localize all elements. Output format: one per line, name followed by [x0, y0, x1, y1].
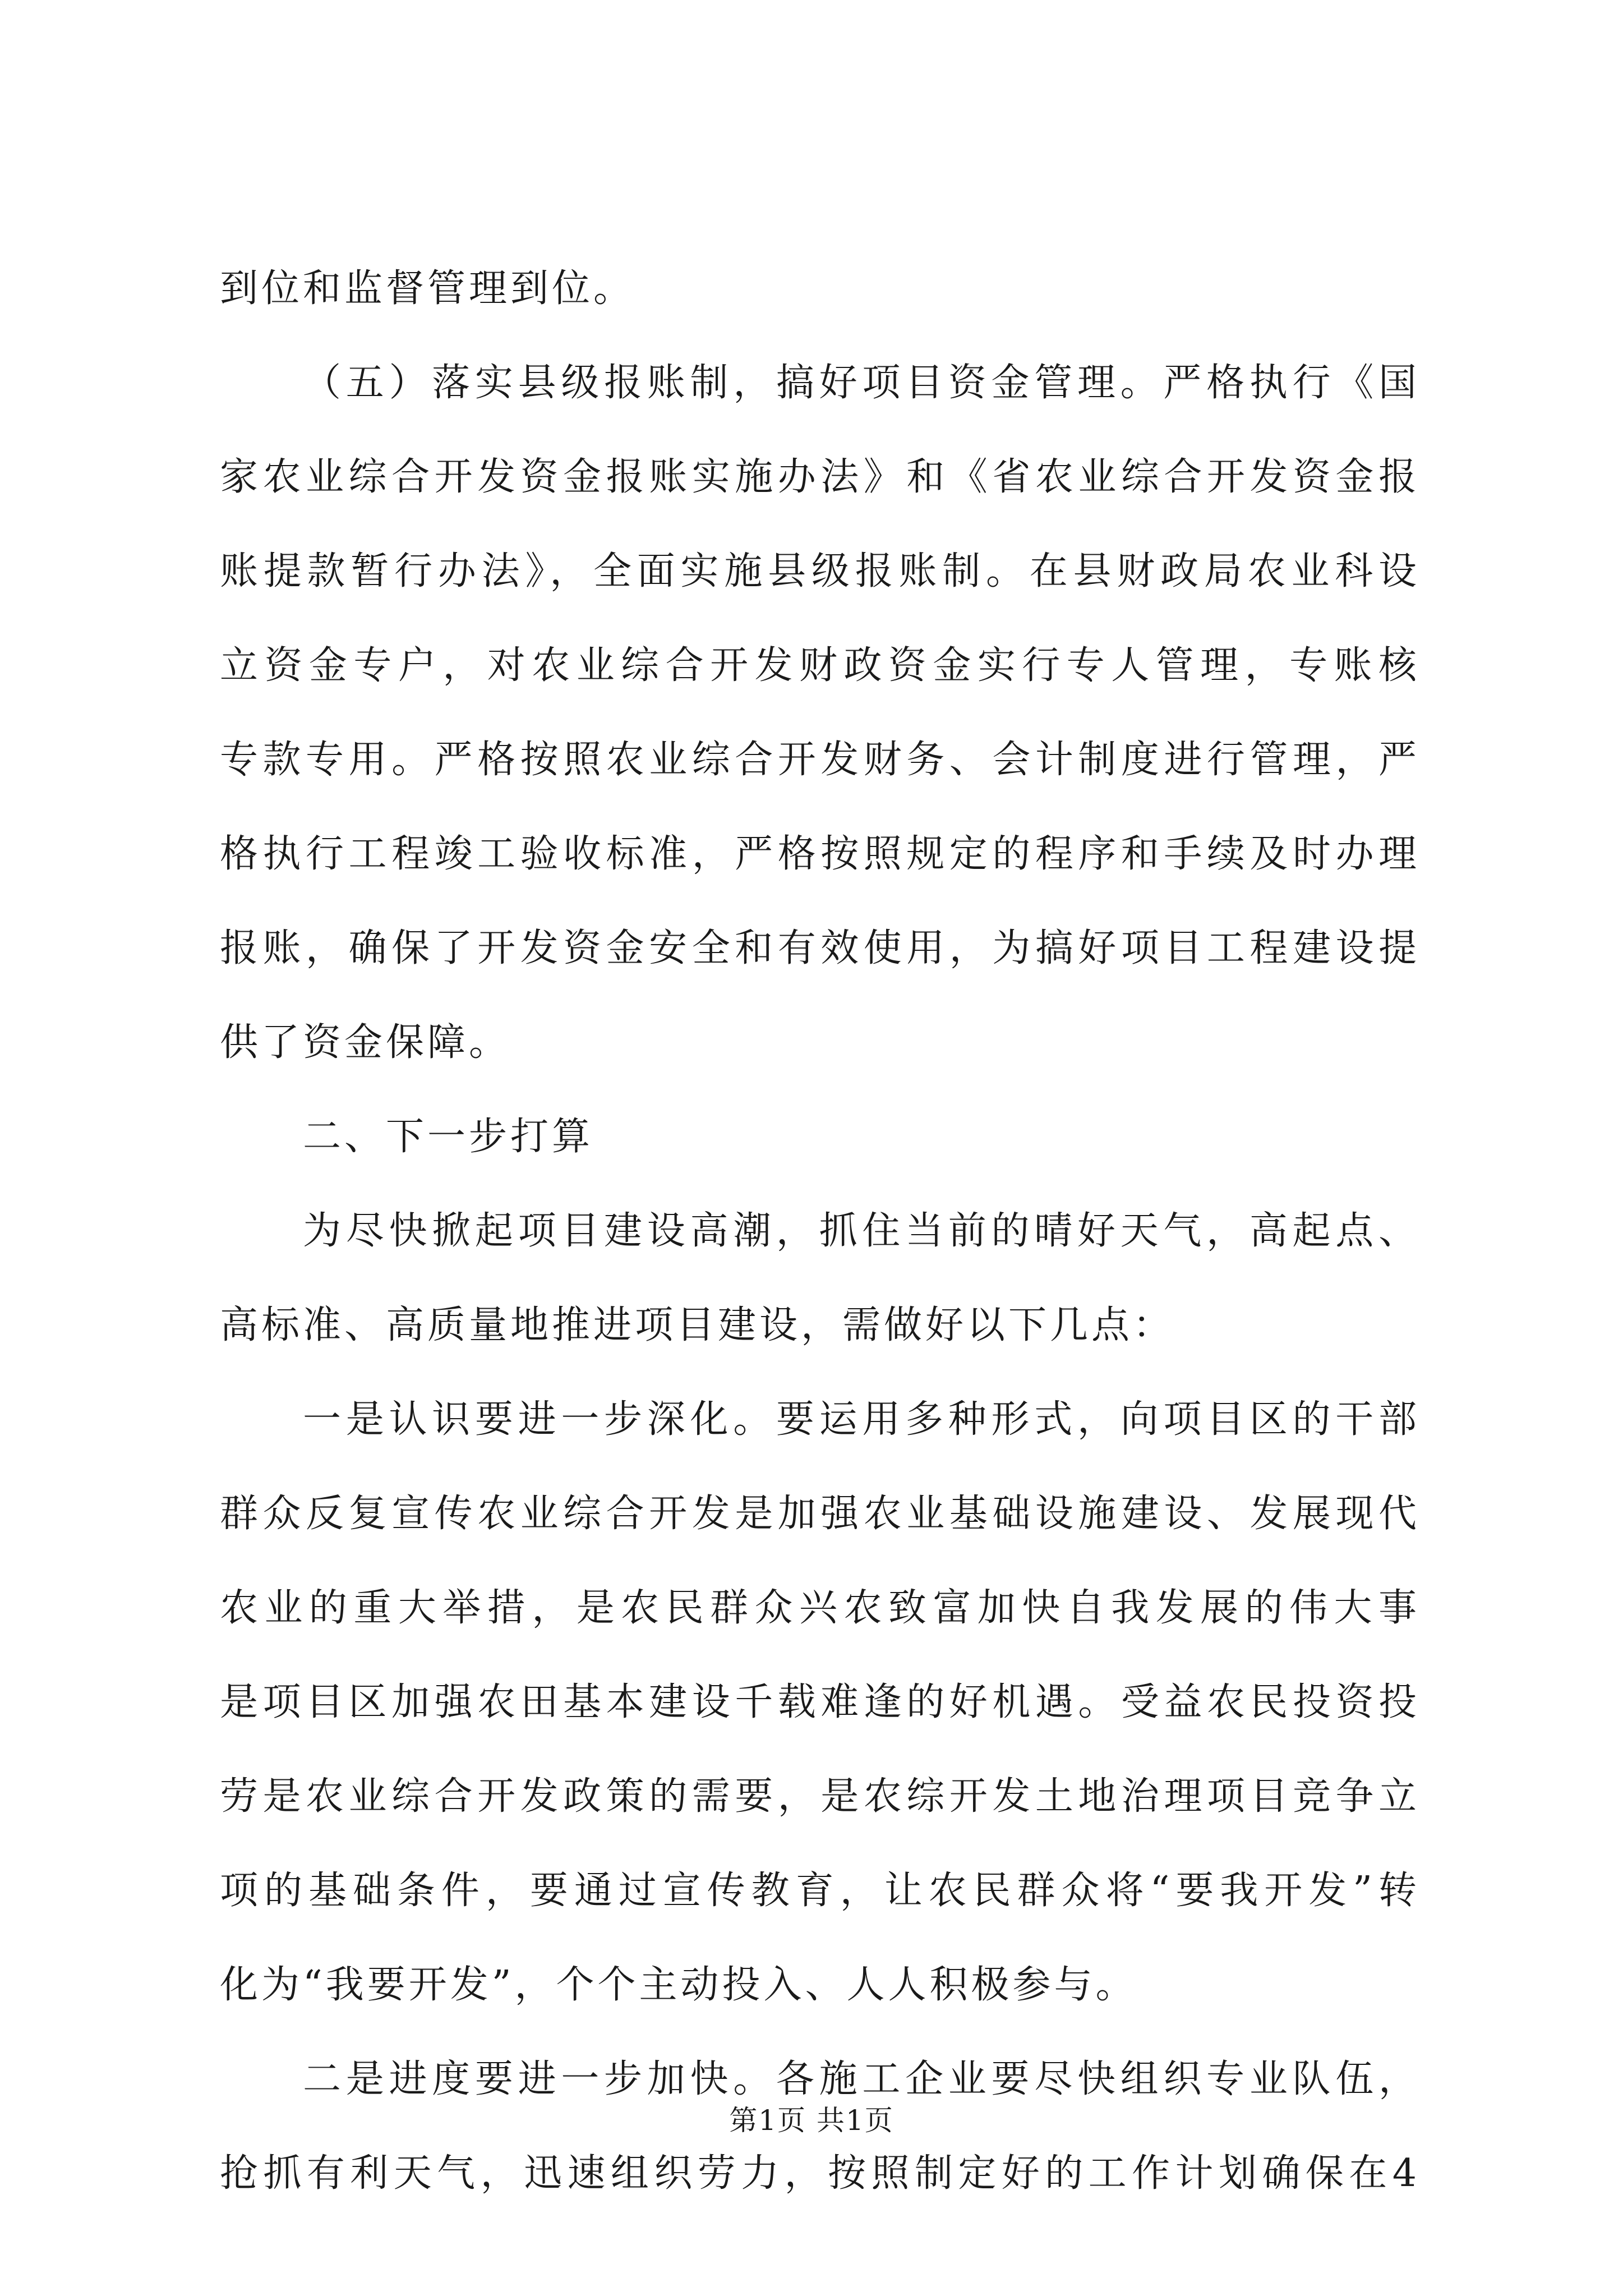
- text-line: 为尽快掀起项目建设高潮，抓住当前的晴好天气，高起点、: [303, 1209, 1420, 1253]
- text-line: （五）落实县级报账制，搞好项目资金管理。严格执行《国: [303, 361, 1420, 405]
- text-line: 化为“我要开发”，个个主动投入、人人积极参与。: [220, 1963, 1137, 2007]
- text-line: 抢抓有利天气，迅速组织劳力，按照制定好的工作计划确保在4: [220, 2151, 1420, 2196]
- text-line: 报账，确保了开发资金安全和有效使用，为搞好项目工程建设提: [220, 926, 1420, 970]
- text-line: 格执行工程竣工验收标准，严格按照规定的程序和手续及时办理: [220, 832, 1420, 876]
- text-line: 是项目区加强农田基本建设千载难逢的好机遇。受益农民投资投: [220, 1680, 1420, 1724]
- text-line: 项的基础条件，要通过宣传教育，让农民群众将“要我开发”转: [220, 1869, 1420, 1913]
- text-line: 二是进度要进一步加快。各施工企业要尽快组织专业队伍，: [303, 2057, 1420, 2101]
- text-line: 一是认识要进一步深化。要运用多种形式，向项目区的干部: [303, 1397, 1420, 1442]
- text-line: 群众反复宣传农业综合开发是加强农业基础设施建设、发展现代: [220, 1492, 1420, 1536]
- text-line: 供了资金保障。: [220, 1020, 511, 1065]
- text-line: 劳是农业综合开发政策的需要，是农综开发土地治理项目竞争立: [220, 1774, 1420, 1819]
- text-line: 立资金专户，对农业综合开发财政资金实行专人管理，专账核: [220, 643, 1420, 688]
- page-footer: 第1页 共1页: [729, 2104, 894, 2137]
- text-line: 家农业综合开发资金报账实施办法》和《省农业综合开发资金报: [220, 455, 1420, 499]
- text-line: 到位和监督管理到位。: [220, 266, 635, 311]
- text-line: 农业的重大举措，是农民群众兴农致富加快自我发展的伟大事: [220, 1586, 1420, 1630]
- section-heading: 二、下一步打算: [303, 1115, 594, 1159]
- text-line: 高标准、高质量地推进项目建设，需做好以下几点：: [220, 1303, 1175, 1347]
- text-line: 专款专用。严格按照农业综合开发财务、会计制度进行管理，严: [220, 738, 1420, 782]
- text-line: 账提款暂行办法》，全面实施县级报账制。在县财政局农业科设: [220, 549, 1420, 593]
